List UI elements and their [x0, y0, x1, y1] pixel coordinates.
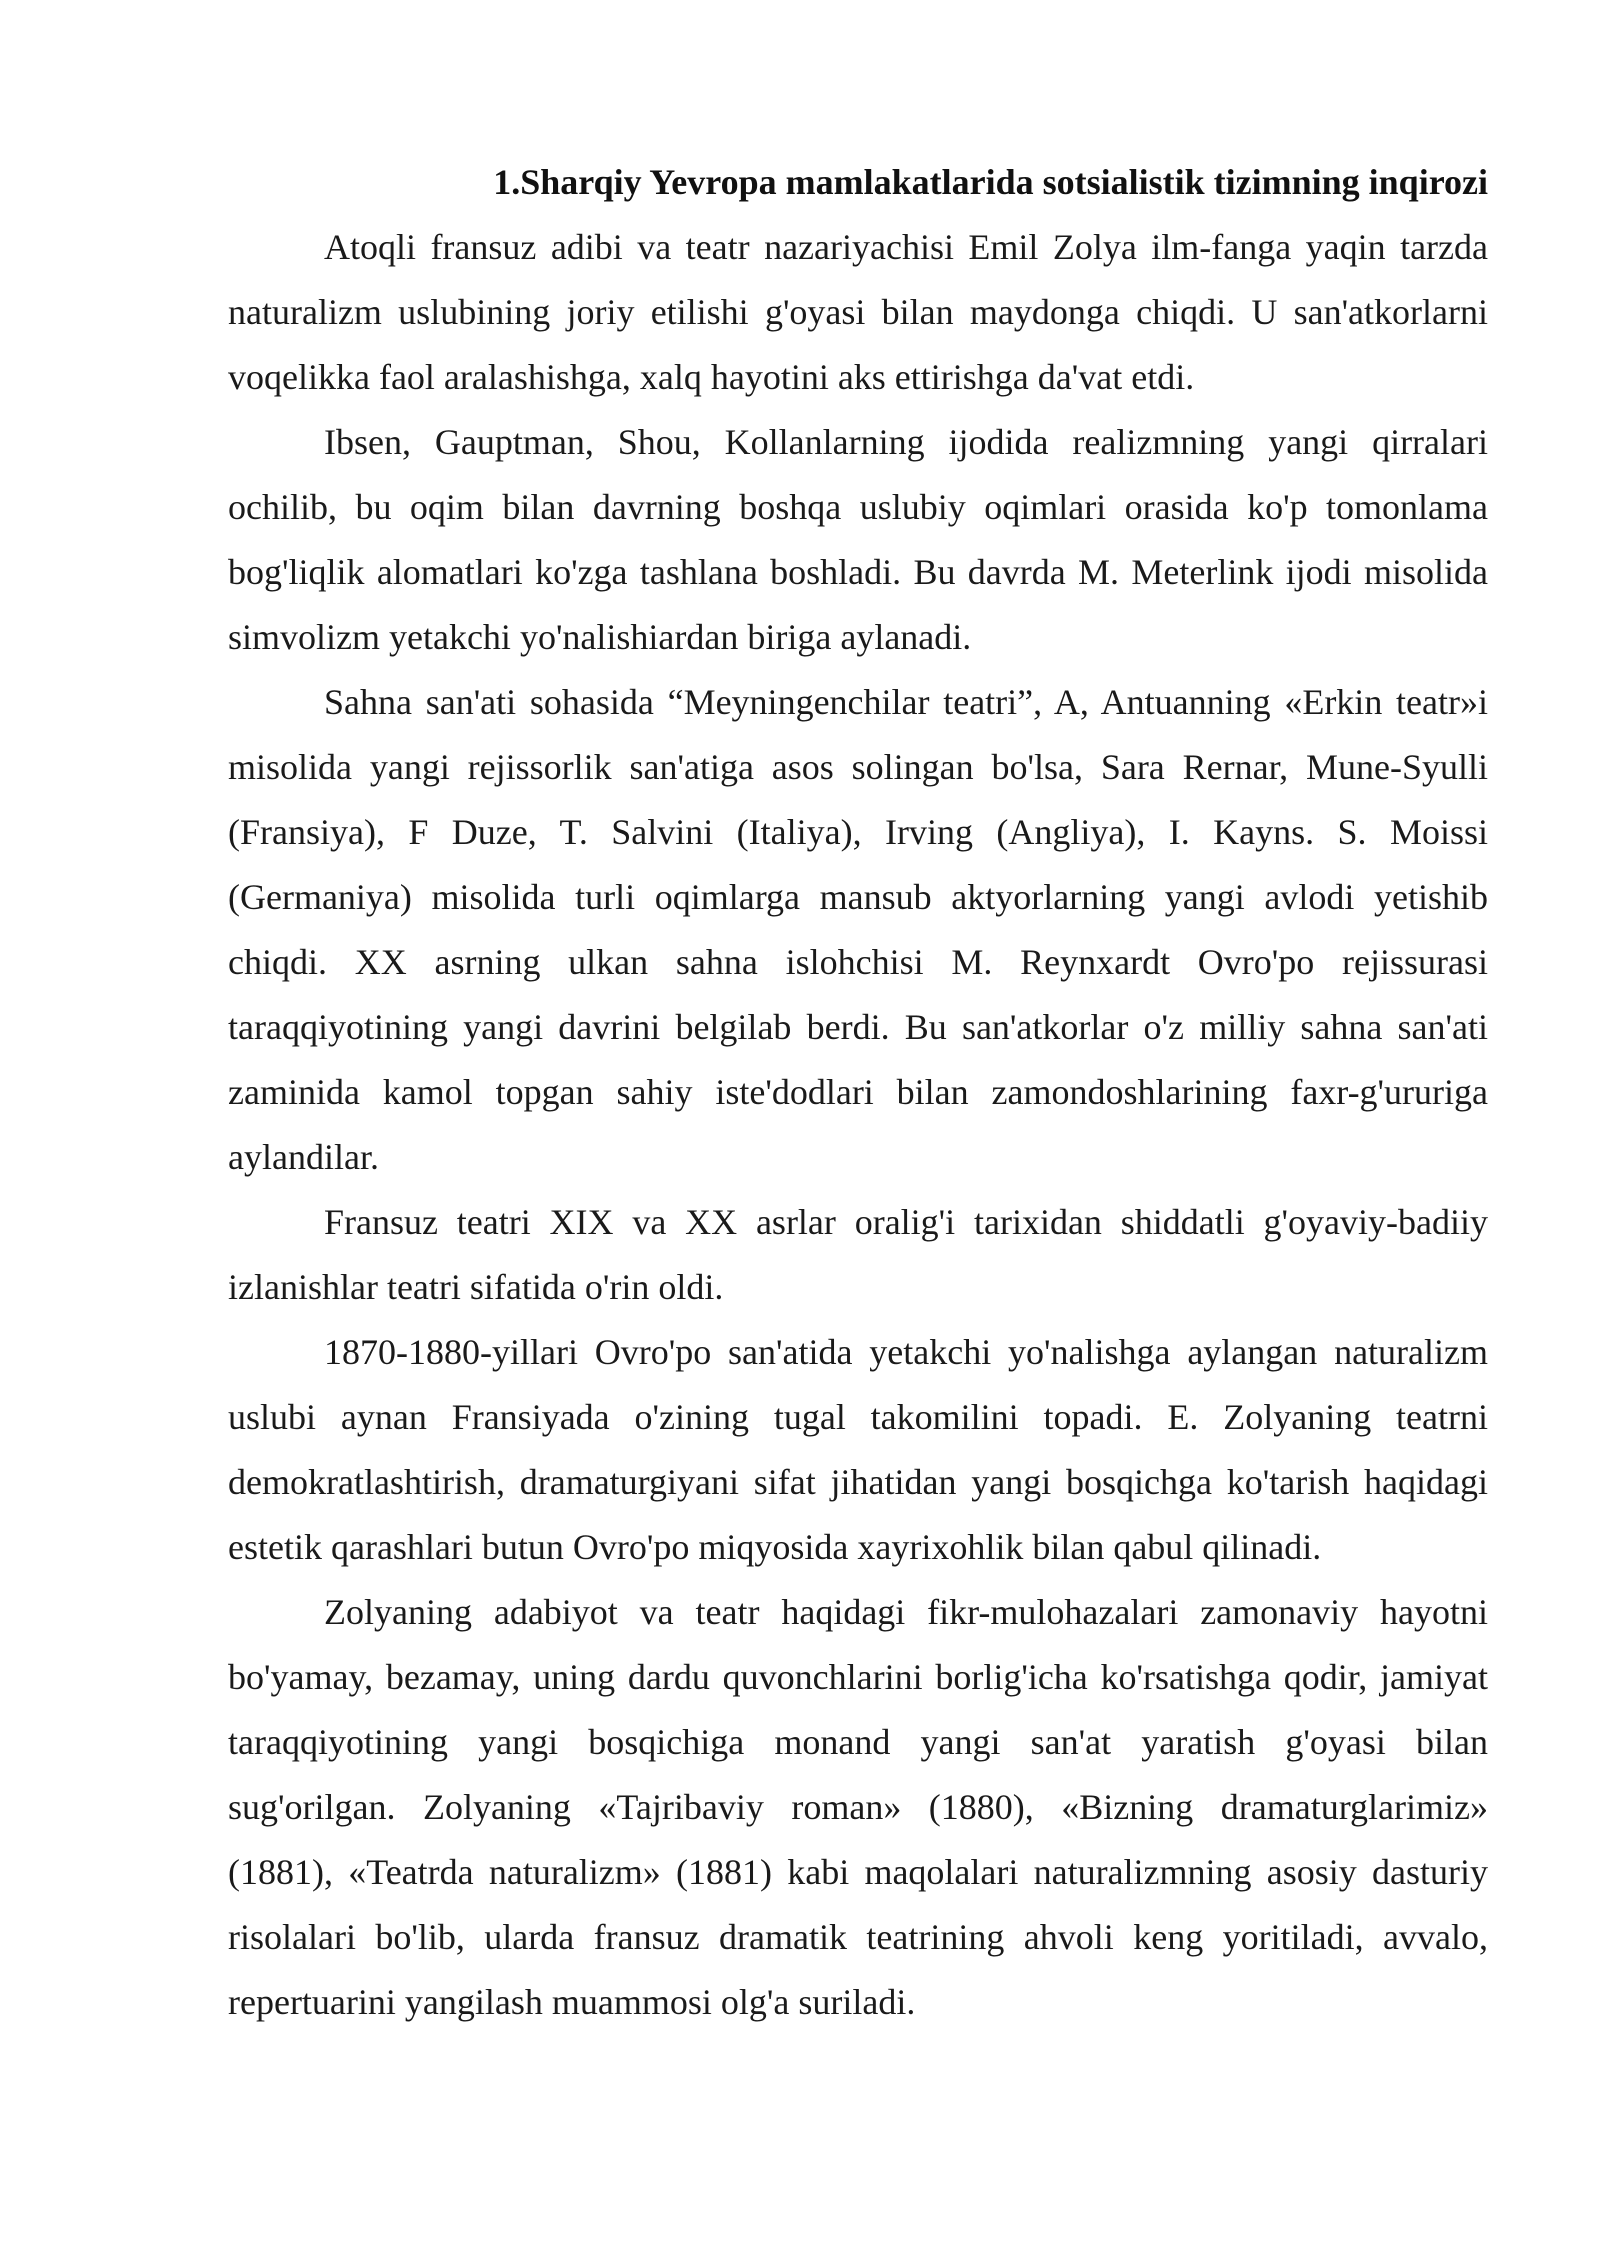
paragraph: Sahna san'ati sohasida “Meyningenchilar teatri”, A, Antuanning «Erkin teatr»i misolida yangi rejissorlik san'atiga asos solingan bo'lsa, Sara Rernar, Mune-Syulli (Fransiya), F Duze, T. Salvini (Italiya), Irving (Angliya), I. Kayns. S. Moissi (Germaniya) misolida turli oqimlarga mansub aktyorlarning yangi avlodi yetishib chiqdi. XX asrning ulkan sahna islohchisi M. Reynxardt Ovro'po rejissurasi taraqqiyotining yangi davrini belgilab berdi. Bu san'atkorlar o'z milliy sahna san'ati zaminida kamol topgan sahiy iste'dodlari bilan zamondoshlarining faxr-g'ururiga aylandilar.: [228, 682, 1488, 1177]
document-title: 1.Sharqiy Yevropa mamlakatlarida sotsialistik tizimning inqirozi: [493, 162, 1488, 202]
paragraph: Zolyaning adabiyot va teatr haqidagi fikr-mulohazalari zamonaviy hayotni bo'yamay, bezamay, uning dardu quvonchlarini borlig'icha ko'rsatishga qodir, jamiyat taraqqiyotining yangi bosqichiga monand yangi san'at yaratish g'oyasi bilan sug'orilgan. Zolyaning «Tajribaviy roman» (1880), «Bizning dramaturglarimiz» (1881), «Teatrda naturalizm» (1881) kabi maqolalari naturalizmning asosiy dasturiy risolalari bo'lib, ularda fransuz dramatik teatrining ahvoli keng yoritiladi, avvalo, repertuarini yangilash muammosi olg'a suriladi.: [228, 1592, 1488, 2022]
paragraph: 1870-1880-yillari Ovro'po san'atida yetakchi yo'nalishga aylangan naturalizm uslubi aynan Fransiyada o'zining tugal takomilini topadi. E. Zolyaning teatrni demokratlashtirish, dramaturgiyani sifat jihatidan yangi bosqichga ko'tarish haqidagi estetik qarashlari butun Ovro'po miqyosida xayrixohlik bilan qabul qilinadi.: [228, 1332, 1488, 1567]
paragraph: Fransuz teatri XIX va XX asrlar oralig'i tarixidan shiddatli g'oyaviy-badiiy izlanishlar teatri sifatida o'rin oldi.: [228, 1202, 1488, 1307]
paragraph: Ibsen, Gauptman, Shou, Kollanlarning ijodida realizmning yangi qirralari ochilib, bu oqim bilan davrning boshqa uslubiy oqimlari orasida ko'p tomonlama bog'liqlik alomatlari ko'zga tashlana boshladi. Bu davrda M. Meterlink ijodi misolida simvolizm yetakchi yo'nalishiardan biriga aylanadi.: [228, 422, 1488, 657]
document-page: [228, 150, 1488, 2035]
paragraph: Atoqli fransuz adibi va teatr nazariyachisi Emil Zolya ilm-fanga yaqin tarzda naturalizm uslubining joriy etilishi g'oyasi bilan maydonga chiqdi. U san'atkorlarni voqelikka faol aralashishga, xalq hayotini aks ettirishga da'vat etdi.: [228, 227, 1488, 397]
